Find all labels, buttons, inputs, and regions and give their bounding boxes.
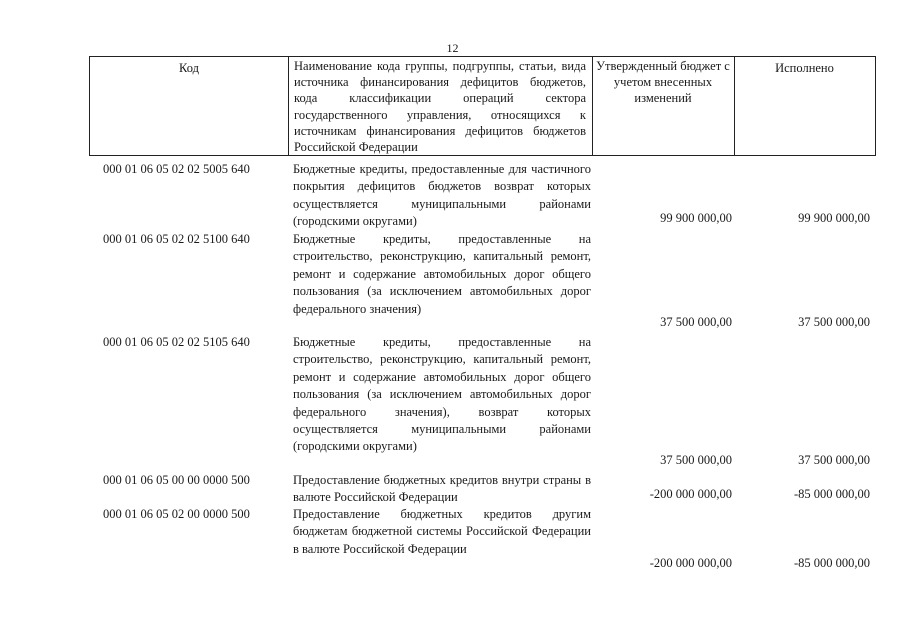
row-executed: 99 900 000,00 [798, 211, 870, 225]
row-approved: 99 900 000,00 [660, 211, 732, 225]
row-name: Предоставление бюджетных кредитов другим бюджетам бюджетной системы Российской Федерации в валюте Российской Федерации [293, 507, 591, 556]
page-number: 12 [446, 41, 459, 55]
header-executed: Исполнено [734, 56, 876, 156]
row-name: Предоставление бюджетных кредитов внутри страны в валюте Российской Федерации [293, 473, 591, 505]
row-code: 000 01 06 05 02 00 0000 500 [103, 507, 250, 521]
row-code: 000 01 06 05 02 02 5005 640 [103, 162, 250, 176]
row-name: Бюджетные кредиты, предоставленные на строительство, реконструкцию, капитальный ремонт, ремонт и содержание автомобильных дорог общего пользования (за исключением автомобильных дорог федерального значения), возврат которых осуществляется муниципальными районами (городскими округами) [293, 335, 591, 454]
row-code: 000 01 06 05 02 02 5100 640 [103, 232, 250, 246]
row-executed: -85 000 000,00 [793, 556, 870, 570]
row-executed: 37 500 000,00 [798, 315, 870, 329]
row-name: Бюджетные кредиты, предоставленные для частичного покрытия дефицитов бюджетов возврат которых осуществляется муниципальными районами (городскими округами) [293, 162, 591, 229]
row-approved: 37 500 000,00 [660, 453, 732, 467]
row-code: 000 01 06 05 02 02 5105 640 [103, 335, 250, 349]
header-code: Код [89, 56, 289, 156]
row-code: 000 01 06 05 00 00 0000 500 [103, 473, 250, 487]
row-approved: 37 500 000,00 [660, 315, 732, 329]
header-approved: Утвержденный бюджет с учетом внесенных изменений [592, 56, 735, 156]
row-approved: -200 000 000,00 [649, 487, 732, 501]
row-approved: -200 000 000,00 [649, 556, 732, 570]
row-executed: -85 000 000,00 [793, 487, 870, 501]
row-name: Бюджетные кредиты, предоставленные на строительство, реконструкцию, капитальный ремонт, ремонт и содержание автомобильных дорог общего пользования (за исключением автомобильных дорог федерального значения) [293, 232, 591, 316]
header-name: Наименование кода группы, подгруппы, статьи, вида источника финансирования дефицитов бюджетов, кода классификации операций сектора государственного управления, относящихся к источникам финансирования дефицитов бюджетов Российской Федерации [288, 56, 593, 156]
row-executed: 37 500 000,00 [798, 453, 870, 467]
